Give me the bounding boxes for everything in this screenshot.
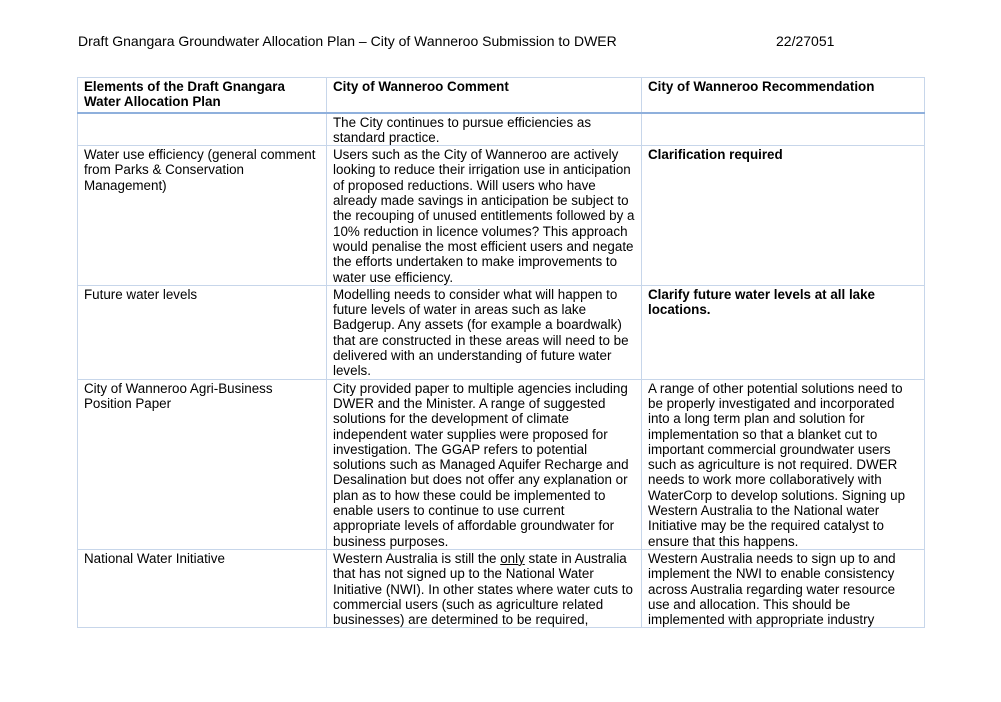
submission-table xyxy=(77,77,925,628)
comment-text-after: state in Australia that has not signed up to the National Water Initiative (NWI). In other states where water cuts to commercial users (such as agriculture related businesses) are determined to be required, xyxy=(333,550,633,628)
recommendation-cell: A range of other potential solutions need to be properly investigated and incorporated into a long term plan and solution for implementation so that a blanket cut to important commercial groundwater users such as agriculture is not required. DWER needs to work more collaboratively with WaterCorp to develop solutions. Signing up Western Australia to the National water Initiative may be the required catalyst to ensure that this happens. xyxy=(642,379,925,549)
comment-text-before: Western Australia is still the xyxy=(333,550,501,566)
document-number: 22/27051 xyxy=(776,33,835,49)
recommendation-cell xyxy=(642,113,925,146)
recommendation-cell: Clarification required xyxy=(642,146,925,286)
document-header-title: Draft Gnangara Groundwater Allocation Plan – City of Wanneroo Submission to DWER xyxy=(78,33,617,49)
table-row xyxy=(78,549,925,627)
table-row xyxy=(78,113,925,146)
element-cell: City of Wanneroo Agri-Business Position Paper xyxy=(78,379,327,549)
recommendation-cell: Clarify future water levels at all lake locations. xyxy=(642,285,925,379)
column-header-comment: City of Wanneroo Comment xyxy=(327,78,642,113)
comment-cell: Modelling needs to consider what will happen to future levels of water in areas such as lake Badgerup. Any assets (for example a boardwalk) that are constructed in these areas will need to be delivered with an understanding of future water levels. xyxy=(327,285,642,379)
element-cell: Future water levels xyxy=(78,285,327,379)
comment-text-underlined: only xyxy=(500,550,525,566)
comment-cell: The City continues to pursue efficiencies as standard practice. xyxy=(327,113,642,146)
table-row xyxy=(78,285,925,379)
recommendation-cell: Western Australia needs to sign up to and implement the NWI to enable consistency across Australia regarding water resource use and allocation. This should be implemented with appropriate industry xyxy=(642,549,925,627)
element-cell: Water use efficiency (general comment from Parks & Conservation Management) xyxy=(78,146,327,286)
comment-cell: Users such as the City of Wanneroo are actively looking to reduce their irrigation use in anticipation of proposed reductions. Will users who have already made savings in anticipation be subject to the recouping of unused entitlements followed by a 10% reduction in licence volumes? This approach would penalise the most efficient users and negate the efforts undertaken to make improvements to water use efficiency. xyxy=(327,146,642,286)
comment-cell xyxy=(327,549,642,627)
table-header-row xyxy=(78,78,925,113)
element-cell: National Water Initiative xyxy=(78,549,327,627)
comment-cell: City provided paper to multiple agencies including DWER and the Minister. A range of suggested solutions for the development of climate independent water supplies were proposed for investigation. The GGAP refers to potential solutions such as Managed Aquifer Recharge and Desalination but does not offer any explanation or plan as to how these could be implemented to enable users to continue to use current appropriate levels of affordable groundwater for business purposes. xyxy=(327,379,642,549)
column-header-recommendation: City of Wanneroo Recommendation xyxy=(642,78,925,113)
table-row xyxy=(78,379,925,549)
element-cell xyxy=(78,113,327,146)
column-header-element: Elements of the Draft Gnangara Water Allocation Plan xyxy=(78,78,327,113)
table-row xyxy=(78,146,925,286)
